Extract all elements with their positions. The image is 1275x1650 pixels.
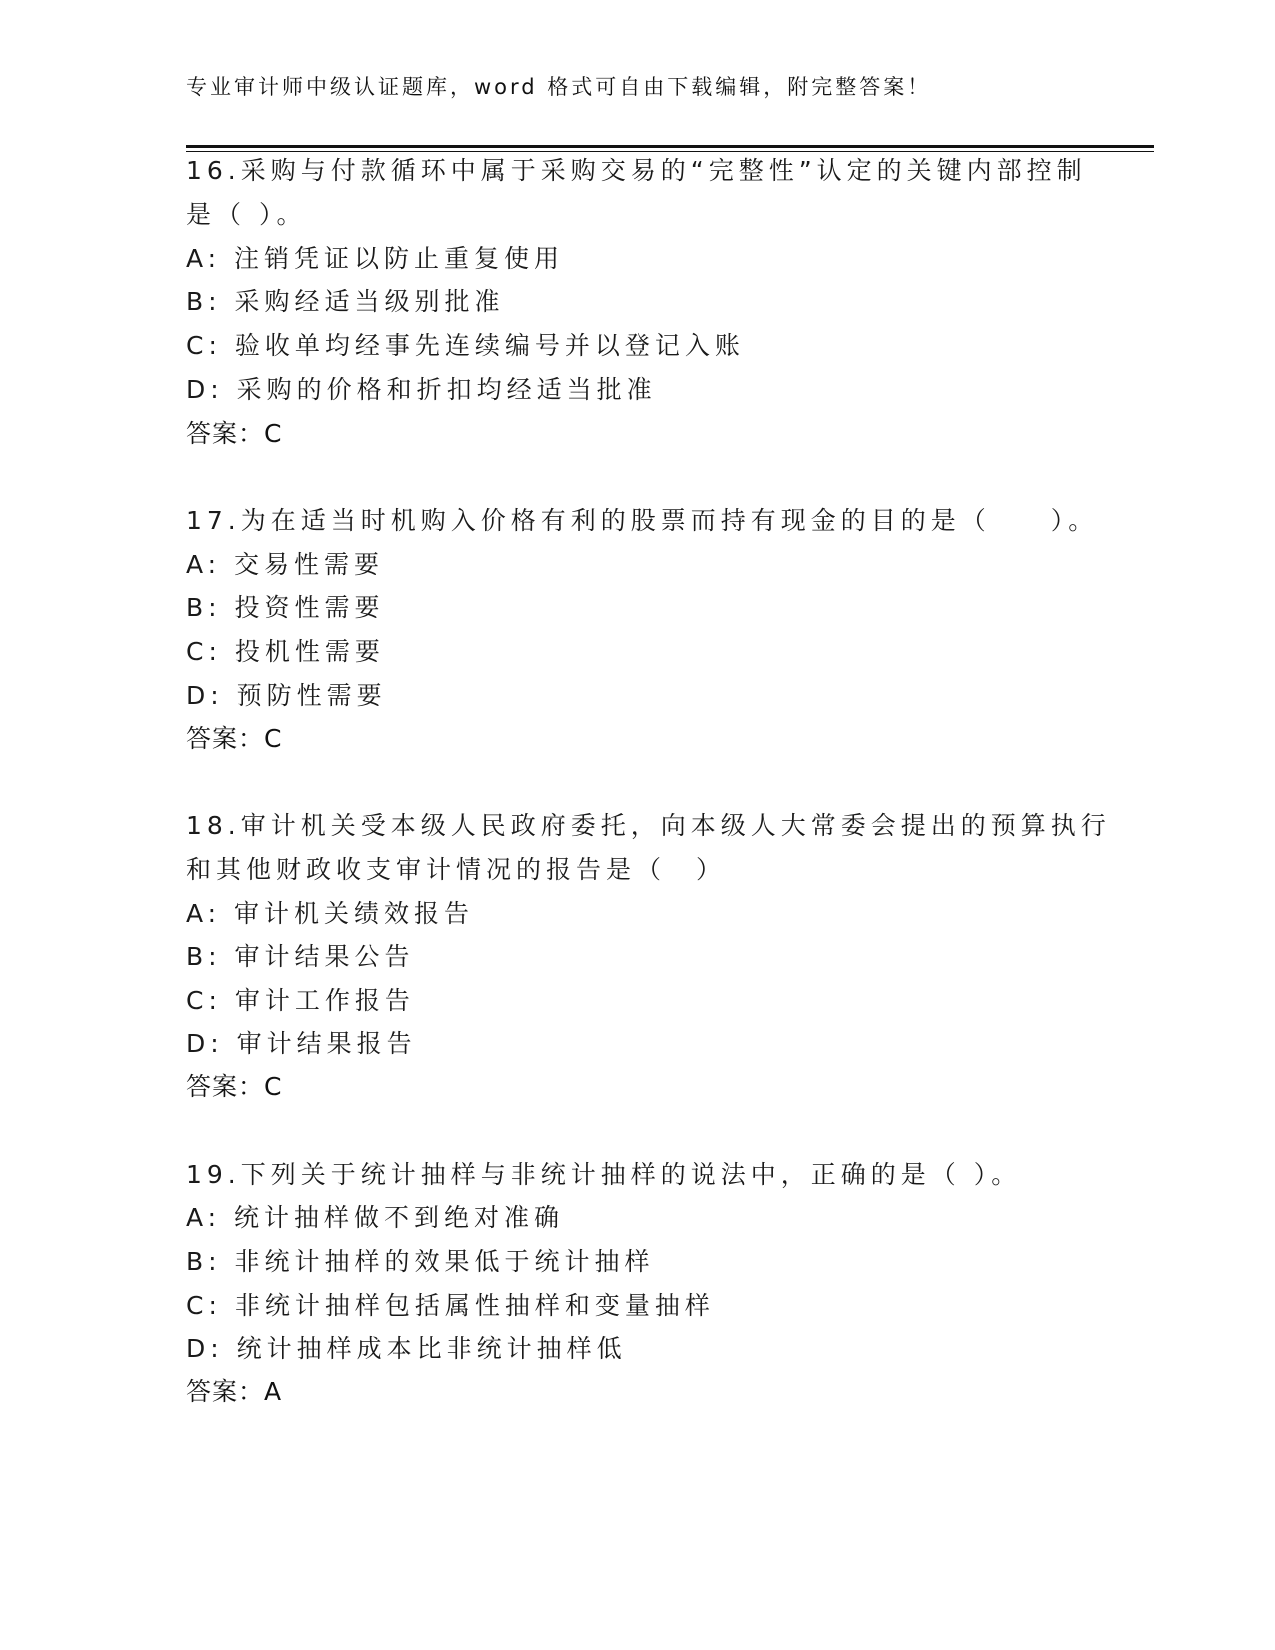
option-b: B: 投资性需要 [186, 593, 385, 622]
option-b: B: 审计结果公告 [186, 942, 415, 971]
option-d: D: 采购的价格和折扣均经适当批准 [186, 375, 657, 404]
header-rule-thin [186, 151, 1154, 152]
question-stem: 16.采购与付款循环中属于采购交易的“完整性”认定的关键内部控制 [186, 156, 1087, 185]
option-a: A: 审计机关绩效报告 [186, 899, 475, 928]
option-c: C: 审计工作报告 [186, 986, 415, 1015]
question-stem: 18.审计机关受本级人民政府委托，向本级人大常委会提出的预算执行 [186, 811, 1111, 840]
page-header: 专业审计师中级认证题库，word 格式可自由下载编辑，附完整答案！ [186, 75, 932, 99]
option-c: C: 投机性需要 [186, 637, 385, 666]
option-c: C: 非统计抽样包括属性抽样和变量抽样 [186, 1291, 715, 1320]
answer: 答案：C [186, 1072, 283, 1101]
header-rule-thick [186, 145, 1154, 148]
option-d: D: 统计抽样成本比非统计抽样低 [186, 1334, 627, 1363]
answer: 答案：A [186, 1377, 283, 1406]
answer: 答案：C [186, 419, 283, 448]
question-stem-continued: 和其他财政收支审计情况的报告是（ ） [186, 855, 727, 884]
question-stem: 17.为在适当时机购入价格有利的股票而持有现金的目的是（ ）。 [186, 506, 1099, 535]
option-d: D: 预防性需要 [186, 681, 387, 710]
option-d: D: 审计结果报告 [186, 1029, 417, 1058]
option-c: C: 验收单均经事先连续编号并以登记入账 [186, 331, 745, 360]
option-a: A: 注销凭证以防止重复使用 [186, 244, 565, 273]
option-a: A: 统计抽样做不到绝对准确 [186, 1203, 565, 1232]
answer: 答案：C [186, 724, 283, 753]
option-a: A: 交易性需要 [186, 550, 385, 579]
option-b: B: 非统计抽样的效果低于统计抽样 [186, 1247, 655, 1276]
question-stem-continued: 是（ ）。 [186, 200, 307, 229]
option-b: B: 采购经适当级别批准 [186, 287, 505, 316]
question-stem: 19.下列关于统计抽样与非统计抽样的说法中，正确的是（ ）。 [186, 1160, 1022, 1189]
